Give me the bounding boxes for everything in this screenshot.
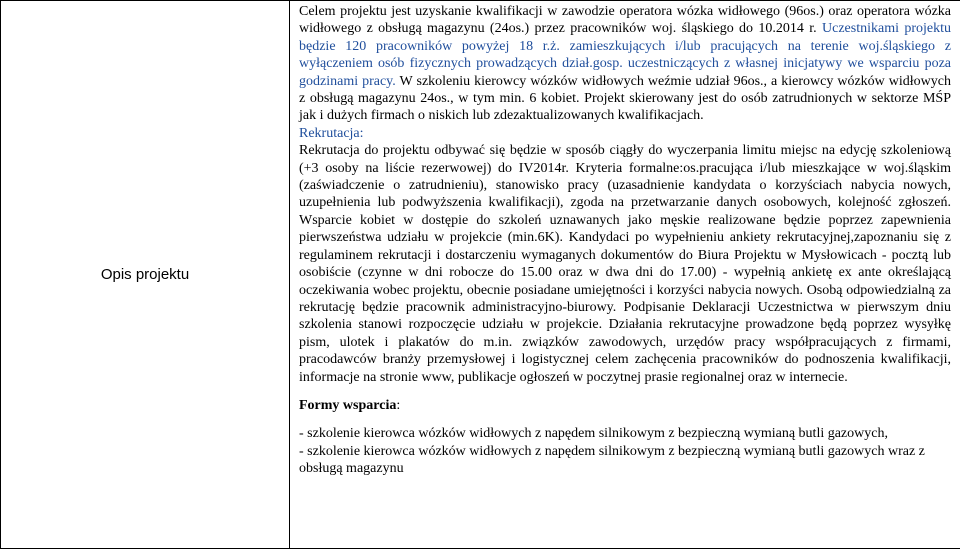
recruitment-body: Rekrutacja do projektu odbywać się będzie w sposób ciągły do wyczerpania limitu miejsc na edycję szkoleniową (+3 osoby na liście rezerwowej) do IV2014r. Kryteria formalne:os.pracująca i/lub mieszkające w woj.śląskim (zaświadczenie o zatrudnieniu), stanowisko pracy (uzasadnienie kandydata o korzyściach nabycia nowych, uzupełnienia lub podwyższenia kwalifikacji), zgoda na przetwarzanie danych osobowych, kolejność zgłoszeń. Wsparcie kobiet w dostępie do szkoleń uznawanych jako męskie realizowane będzie poprzez zapewnienia pierwszeństwa udziału w projekcie (min.6K). Kandydaci po wypełnieniu ankiety rekrutacyjnej,zapoznaniu się z regulaminem rekrutacji i dostarczeniu wymaganych dokumentów do Biura Projektu w Mysłowicach - pocztą lub osobiście (czynne w dni robocze do 15.00 oraz w dwa dni do 17.00) - wypełnią ankietę ex ante określającą oczekiwania wobec projektu, obecnie posiadane umiejętności i korzyści nabycia nowych. Osobą odpowiedzialną za rekrutację będzie pracownik administracyjno-biurowy. Podpisanie Deklaracji Uczestnictwa w pierwszym dniu szkolenia stanowi rozpoczęcie udziału w projekcie. Działania rekrutacyjne prowadzone będą poprzez wysyłkę pism, ulotek i plakatów do m.in. związków zawodowych, urzędów pracy współpracujących z firmami, pracodawców branży przemysłowej i logistycznej celem zachęcenia pracowników do podnoszenia kwalifikacji, informacje na stronie www, publikacje ogłoszeń w poczytnej prasie regionalnej oraz w internecie. xyxy=(299,142,951,386)
recruitment-heading: Rekrutacja: xyxy=(299,125,951,142)
forms-heading-colon: : xyxy=(396,398,400,413)
table-row xyxy=(1,1,960,549)
participants-text: Uczestnikami projektu będzie 120 pracowników powyżej 18 r.ż. zamieszkujących i/lub pracujących na terenie woj.śląskiego z wyłączeniem osób fizycznych prowadzących dział.gosp. uczestniczących z własnej inicjatywy we wsparciu poza godzinami pracy. xyxy=(299,21,951,88)
forms-item: - szkolenie kierowca wózków widłowych z napędem silnikowym z bezpieczną wymianą butli gazowych, xyxy=(299,425,951,442)
forms-heading xyxy=(299,397,951,414)
description-intro xyxy=(299,3,951,125)
row-label: Opis projektu xyxy=(101,266,189,283)
training-split-text: W szkoleniu kierowcy wózków widłowych weźmie udział 96os., a kierowcy wózków widłowych z obsługą magazynu 24os., w tym min. 6 kobiet. xyxy=(299,74,951,106)
row-content-cell xyxy=(290,1,960,549)
forms-item: - szkolenie kierowca wózków widłowych z napędem silnikowym z bezpieczną wymianą butli gazowych wraz z obsługą magazynu xyxy=(299,443,951,478)
forms-heading-label: Formy wsparcia xyxy=(299,398,396,413)
target-group-text: Projekt skierowany jest do osób zatrudnionych w sektorze MŚP jak i dużych firmach o niskich lub zdezaktualizowanych kwalifikacjach. xyxy=(299,91,951,123)
goal-text: Celem projektu jest uzyskanie kwalifikacji w zawodzie operatora wózka widłowego (96os.) oraz operatora wózka widłowego z obsługą magazynu (24os.) przez pracowników woj. śląskiego do 10.2014 r. xyxy=(299,4,951,36)
row-label-cell xyxy=(1,1,290,549)
